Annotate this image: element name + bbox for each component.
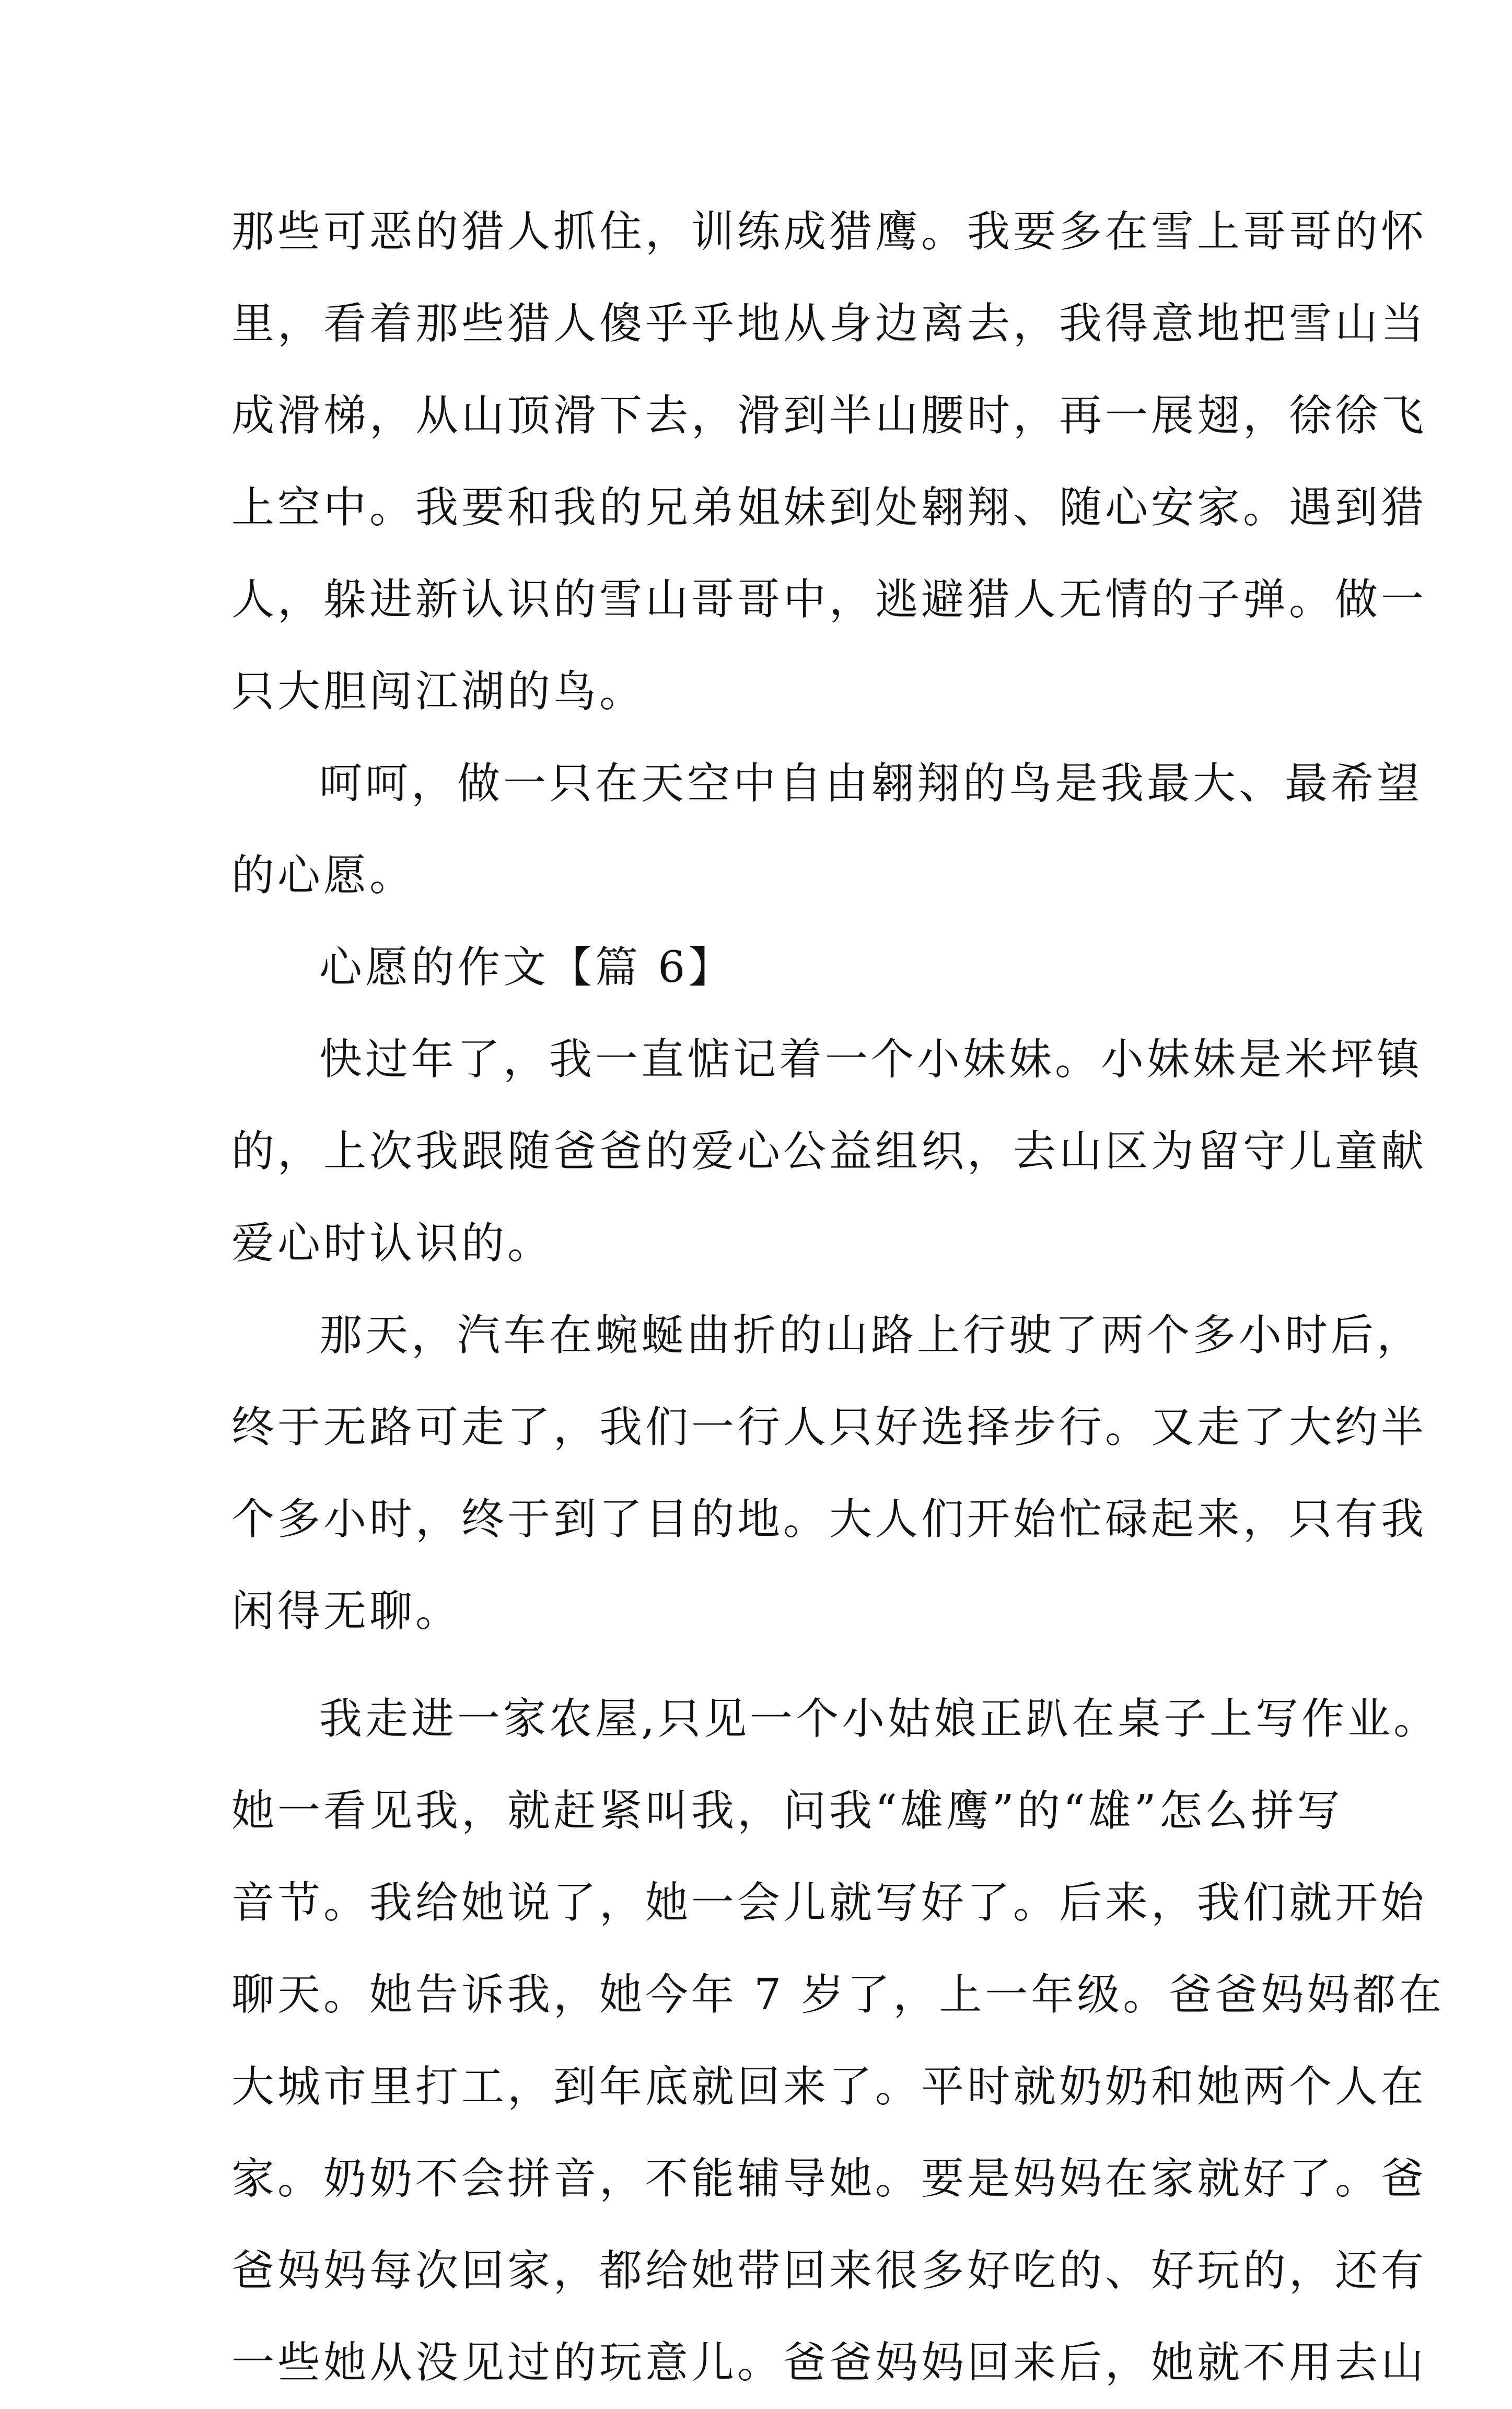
text-line: 她一看见我，就赶紧叫我，问我“雄鹰”的“雄”怎么拼写 (231, 1786, 1343, 1836)
text-line: 个多小时，终于到了目的地。大人们开始忙碌起来，只有我 (231, 1495, 1427, 1544)
paragraph-start-line: 快过年了，我一直惦记着一个小妹妹。小妹妹是米坪镇 (319, 1035, 1423, 1084)
text-line: 家。奶奶不会拼音，不能辅导她。要是妈妈在家就好了。爸 (231, 2154, 1427, 2204)
paragraph-start-line: 那天，汽车在蜿蜒曲折的山路上行驶了两个多小时后， (319, 1311, 1423, 1360)
text-line: 那些可恶的猎人抓住，训练成猎鹰。我要多在雪上哥哥的怀 (231, 207, 1427, 257)
text-line: 大城市里打工，到年底就回来了。平时就奶奶和她两个人在 (231, 2062, 1427, 2112)
text-line: 的，上次我跟随爸爸的爱心公益组织，去山区为留守儿童献 (231, 1127, 1427, 1176)
paragraph-start-line: 我走进一家农屋,只见一个小姑娘正趴在桌子上写作业。 (319, 1694, 1440, 1744)
text-line: 爸妈妈每次回家，都给她带回来很多好吃的、好玩的，还有 (231, 2246, 1427, 2296)
text-line: 只大胆闯江湖的鸟。 (231, 667, 646, 716)
text-line: 的心愿。 (231, 851, 416, 900)
text-line: 一些她从没见过的玩意儿。爸爸妈妈回来后，她就不用去山 (231, 2338, 1427, 2388)
text-line: 里，看着那些猎人傻乎乎地从身边离去，我得意地把雪山当 (231, 299, 1427, 349)
text-line: 人，躲进新认识的雪山哥哥中，逃避猎人无情的子弹。做一 (231, 575, 1427, 624)
text-line: 成滑梯，从山顶滑下去，滑到半山腰时，再一展翅，徐徐飞 (231, 391, 1427, 441)
text-line: 闲得无聊。 (231, 1586, 462, 1636)
paragraph-start-line: 呵呵，做一只在天空中自由翱翔的鸟是我最大、最希望 (319, 759, 1423, 808)
essay-body (231, 186, 1445, 2409)
text-line: 爱心时认识的。 (231, 1219, 554, 1268)
text-line: 音节。我给她说了，她一会儿就写好了。后来，我们就开始 (231, 1878, 1427, 1928)
text-line: 聊天。她告诉我，她今年 7 岁了，上一年级。爸爸妈妈都在 (231, 1970, 1445, 2020)
text-line: 上空中。我要和我的兄弟姐妹到处翱翔、随心安家。遇到猎 (231, 483, 1427, 532)
section-heading: 心愿的作文【篇 6】 (319, 943, 735, 992)
text-line: 终于无路可走了，我们一行人只好选择步行。又走了大约半 (231, 1403, 1427, 1452)
